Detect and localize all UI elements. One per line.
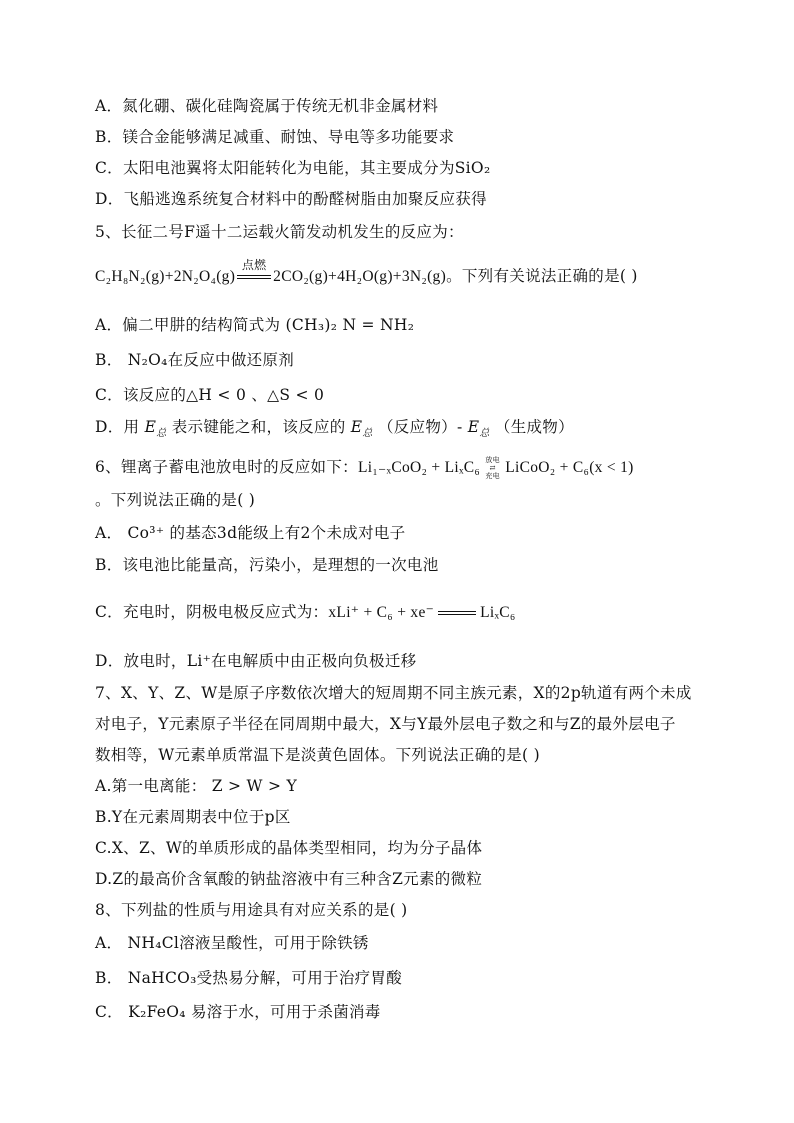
q5-eq-reactants: C₂H₈N₂(g)+2N₂O₄(g) <box>95 268 236 285</box>
q5-stem: 5、长征二号F遥十二运载火箭发动机发生的反应为： <box>95 223 464 241</box>
q4-option-b: B．镁合金能够满足减重、耐蚀、导电等多功能要求 <box>95 128 455 146</box>
q6c-prefix: C．充电时，阴极电极反应式为： <box>95 603 329 621</box>
q8-option-c: C． K₂FeO₄ 易溶于水，可用于杀菌消毒 <box>95 1003 381 1021</box>
q7-option-c: C.X、Z、W的单质形成的晶体类型相同，均为分子晶体 <box>95 839 483 857</box>
q5d-middle-2: （反应物）- <box>377 418 463 436</box>
q6-products: LiCoO₂ + C₆(x < 1) <box>505 459 634 476</box>
q5-eq-arrow <box>235 258 273 288</box>
q6c-reactants: xLi⁺ + C₆ + xe⁻ <box>328 604 435 621</box>
q5-option-b: B． N₂O₄在反应中做还原剂 <box>95 351 295 369</box>
q5d-e-symbol-3: $E_总$ <box>467 418 490 440</box>
q4-option-d: D．飞船逃逸系统复合材料中的酚醛树脂由加聚反应获得 <box>95 190 487 208</box>
q5d-end: （生成物） <box>494 418 574 436</box>
q7-stem-3: 数相等，W元素单质常温下是淡黄色固体。下列说法正确的是( ) <box>95 746 540 764</box>
q5-option-d <box>95 416 574 438</box>
q7-stem-1: 7、X、Y、Z、W是原子序数依次增大的短周期不同主族元素，X的2p轨道有两个未成 <box>95 684 692 702</box>
q5-eq-products: 2CO₂(g)+4H₂O(g)+3N₂(g) <box>273 268 447 285</box>
q6-option-b: B．该电池比能量高，污染小，是理想的一次电池 <box>95 556 439 574</box>
q4-option-c: C．太阳电池翼将太阳能转化为电能，其主要成分为SiO₂ <box>95 159 491 177</box>
q6-option-a: A． Co³⁺ 的基态3d能级上有2个未成对电子 <box>95 524 406 542</box>
q5-eq-condition: 点燃 <box>241 258 267 272</box>
q8-stem: 8、下列盐的性质与用途具有对应关系的是( ) <box>95 901 408 919</box>
q8-option-a: A． NH₄Cl溶液呈酸性，可用于除铁锈 <box>95 934 369 952</box>
q7-stem-2: 对电子，Y元素原子半径在同周期中最大，X与Y最外层电子数之和与Z的最外层电子 <box>95 715 676 733</box>
q5-eq-tail: 。下列有关说法正确的是( ) <box>446 267 638 285</box>
q5d-prefix: D．用 <box>95 418 140 436</box>
q5d-middle: 表示键能之和，该反应的 <box>171 418 346 436</box>
q5-option-a: A．偏二甲肼的结构简式为 (CH₃)₂ N = NH₂ <box>95 316 415 334</box>
q6c-equals <box>438 611 476 615</box>
q6-prefix: 6、锂离子蓄电池放电时的反应如下： <box>95 458 358 476</box>
q4-option-a: A．氮化硼、碳化硅陶瓷属于传统无机非金属材料 <box>95 97 439 115</box>
q6-tail: 。下列说法正确的是( ) <box>95 491 256 509</box>
q6c-product: LiₓC₆ <box>480 604 516 621</box>
q5d-e-symbol: $E_总$ <box>144 418 167 440</box>
q8-option-b: B． NaHCO₃受热易分解，可用于治疗胃酸 <box>95 969 403 987</box>
q5d-e-symbol-2: $E_总$ <box>350 418 373 440</box>
q6-option-c <box>95 601 516 624</box>
q5-option-c: C．该反应的△H < 0 、△S < 0 <box>95 386 325 404</box>
q6-reactants: Li₁₋ₓCoO₂ + LiₓC₆ <box>357 459 481 476</box>
q5-equation <box>95 258 638 288</box>
q6-stem <box>95 456 634 480</box>
q7-option-b: B.Y在元素周期表中位于p区 <box>95 808 291 826</box>
q6-arrow-conditions: 放电 ⇄ 充电 <box>485 456 500 480</box>
q7-option-d: D.Z的最高价含氧酸的钠盐溶液中有三种含Z元素的微粒 <box>95 870 483 888</box>
q6-option-d: D．放电时，Li⁺在电解质中由正极向负极迁移 <box>95 652 417 670</box>
q7-option-a: A.第一电离能： Z > W > Y <box>95 777 298 795</box>
